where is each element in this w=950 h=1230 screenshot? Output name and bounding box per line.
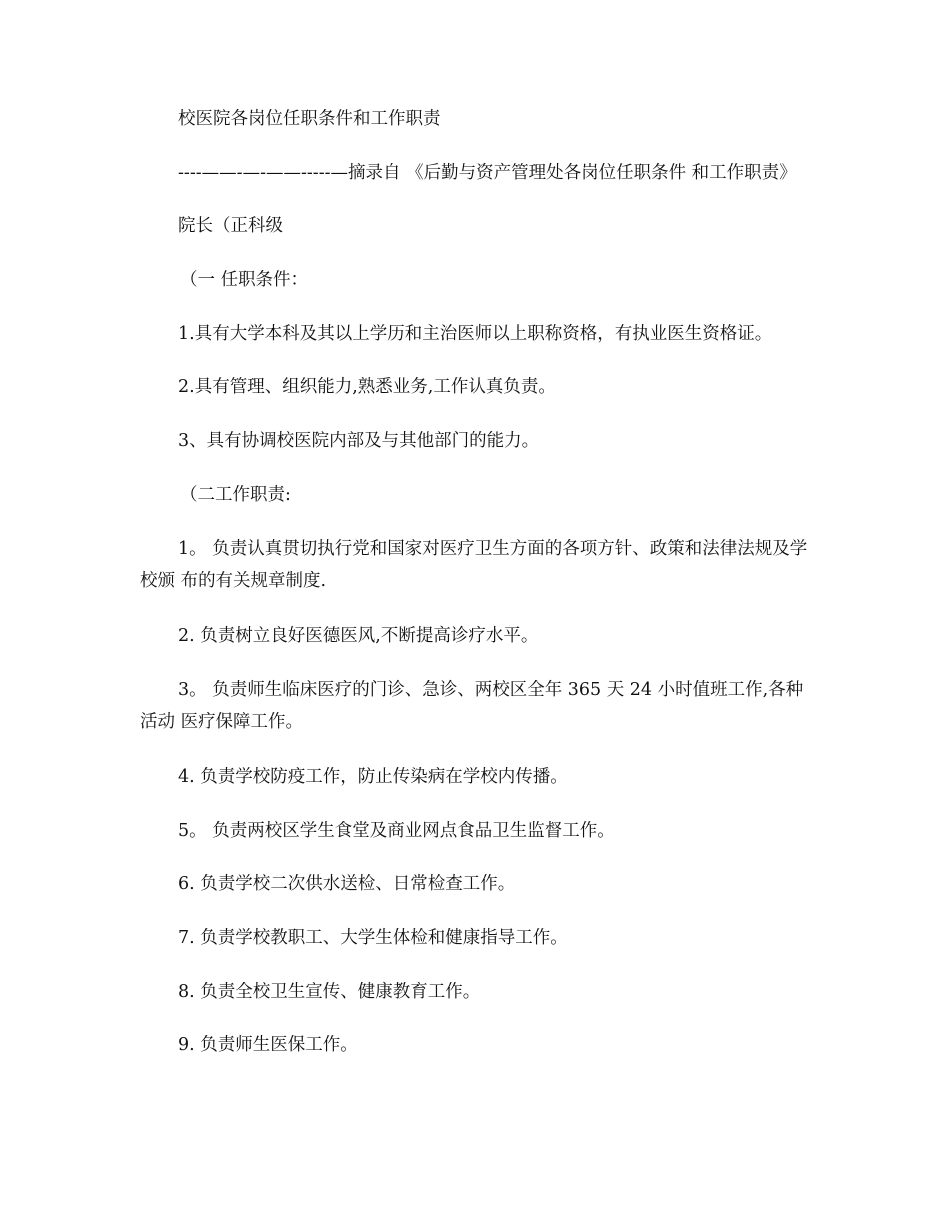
qualification-item-1: 1.具有大学本科及其以上学历和主治医师以上职称资格，有执业医生资格证。	[178, 324, 773, 344]
qualification-item-3: 3、具有协调校医院内部及与其他部门的能力。	[178, 431, 540, 451]
duty-item-7: 7. 负责学校教职工、大学生体检和健康指导工作。	[178, 928, 568, 948]
duty-item-6: 6. 负责学校二次供水送检、日常检查工作。	[178, 874, 516, 894]
document-title: 校医院各岗位任职条件和工作职责	[178, 109, 441, 129]
duty-item-1: 1。 负责认真贯切执行党和国家对医疗卫生方面的各项方针、政策和法律法规及学校颁 布的有关规章制度.	[140, 539, 808, 591]
duties-heading: （二工作职责:	[180, 485, 291, 505]
duty-item-8: 8. 负责全校卫生宣传、健康教育工作。	[178, 982, 481, 1002]
duty-item-9: 9. 负责师生医保工作。	[178, 1035, 358, 1055]
qualification-item-2: 2.具有管理、组织能力,熟悉业务,工作认真负责。	[178, 377, 556, 397]
position-heading: 院长（正科级	[178, 216, 283, 236]
qualifications-heading: （一 任职条件：	[180, 270, 309, 290]
duty-item-4: 4. 负责学校防疫工作，防止传染病在学校内传播。	[178, 767, 568, 787]
source-line: ----——-—-——-----—摘录自 《后勤与资产管理处各岗位任职条件 和工作职责》	[178, 163, 797, 183]
duty-item-3: 3。 负责师生临床医疗的门诊、急诊、两校区全年 365 天 24 小时值班工作,各种活动 医疗保障工作。	[140, 680, 804, 732]
duty-item-5: 5。 负责两校区学生食堂及商业网点食品卫生监督工作。	[178, 821, 615, 841]
duty-item-2: 2. 负责树立良好医德医风,不断提高诊疗水平。	[178, 626, 539, 646]
